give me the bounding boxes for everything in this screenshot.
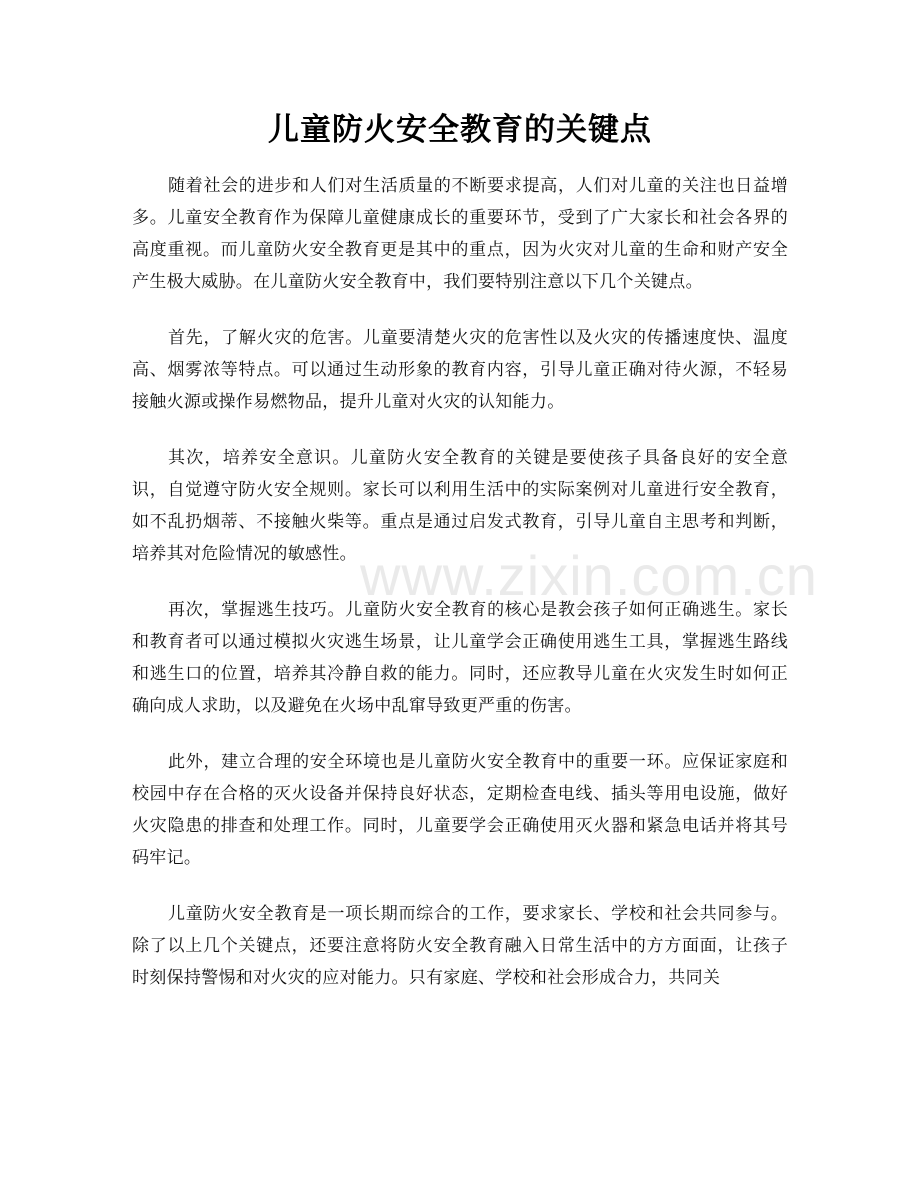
paragraph-conclusion: 儿童防火安全教育是一项长期而综合的工作，要求家长、学校和社会共同参与。除了以上几个关键点，还要注意将防火安全教育融入日常生活中的方方面面，让孩子时刻保持警惕和对火灾的应对能力。只有家庭、学校和社会形成合力，共同关 xyxy=(132,904,788,988)
document-title: 儿童防火安全教育的关键点 xyxy=(268,112,652,148)
paragraph-third-point: 再次，掌握逃生技巧。儿童防火安全教育的核心是教会孩子如何正确逃生。家长和教育者可以通过模拟火灾逃生场景，让儿童学会正确使用逃生工具，掌握逃生路线和逃生口的位置，培养其冷静自救的能力。同时，还应教导儿童在火灾发生时如何正确向成人求助，以及避免在火场中乱窜导致更严重的伤害。 xyxy=(132,600,788,716)
paragraph-fourth-point: 此外，建立合理的安全环境也是儿童防火安全教育中的重要一环。应保证家庭和校园中存在合格的灭火设备并保持良好状态，定期检查电线、插头等用电设施，做好火灾隐患的排查和处理工作。同时，儿童要学会正确使用灭火器和紧急电话并将其号码牢记。 xyxy=(132,752,788,868)
watermark: www.zixin.com.cn xyxy=(360,544,818,607)
paragraph-first-point: 首先，了解火灾的危害。儿童要清楚火灾的危害性以及火灾的传播速度快、温度高、烟雾浓等特点。可以通过生动形象的教育内容，引导儿童正确对待火源，不轻易接触火源或操作易燃物品，提升儿童对火灾的认知能力。 xyxy=(132,328,788,412)
paragraph-intro: 随着社会的进步和人们对生活质量的不断要求提高，人们对儿童的关注也日益增多。儿童安全教育作为保障儿童健康成长的重要环节，受到了广大家长和社会各界的高度重视。而儿童防火安全教育更是其中的重点，因为火灾对儿童的生命和财产安全产生极大威胁。在儿童防火安全教育中，我们要特别注意以下几个关键点。 xyxy=(132,176,788,292)
paragraph-second-point: 其次，培养安全意识。儿童防火安全教育的关键是要使孩子具备良好的安全意识，自觉遵守防火安全规则。家长可以利用生活中的实际案例对儿童进行安全教育，如不乱扔烟蒂、不接触火柴等。重点是通过启发式教育，引导儿童自主思考和判断，培养其对危险情况的敏感性。 xyxy=(132,448,788,564)
